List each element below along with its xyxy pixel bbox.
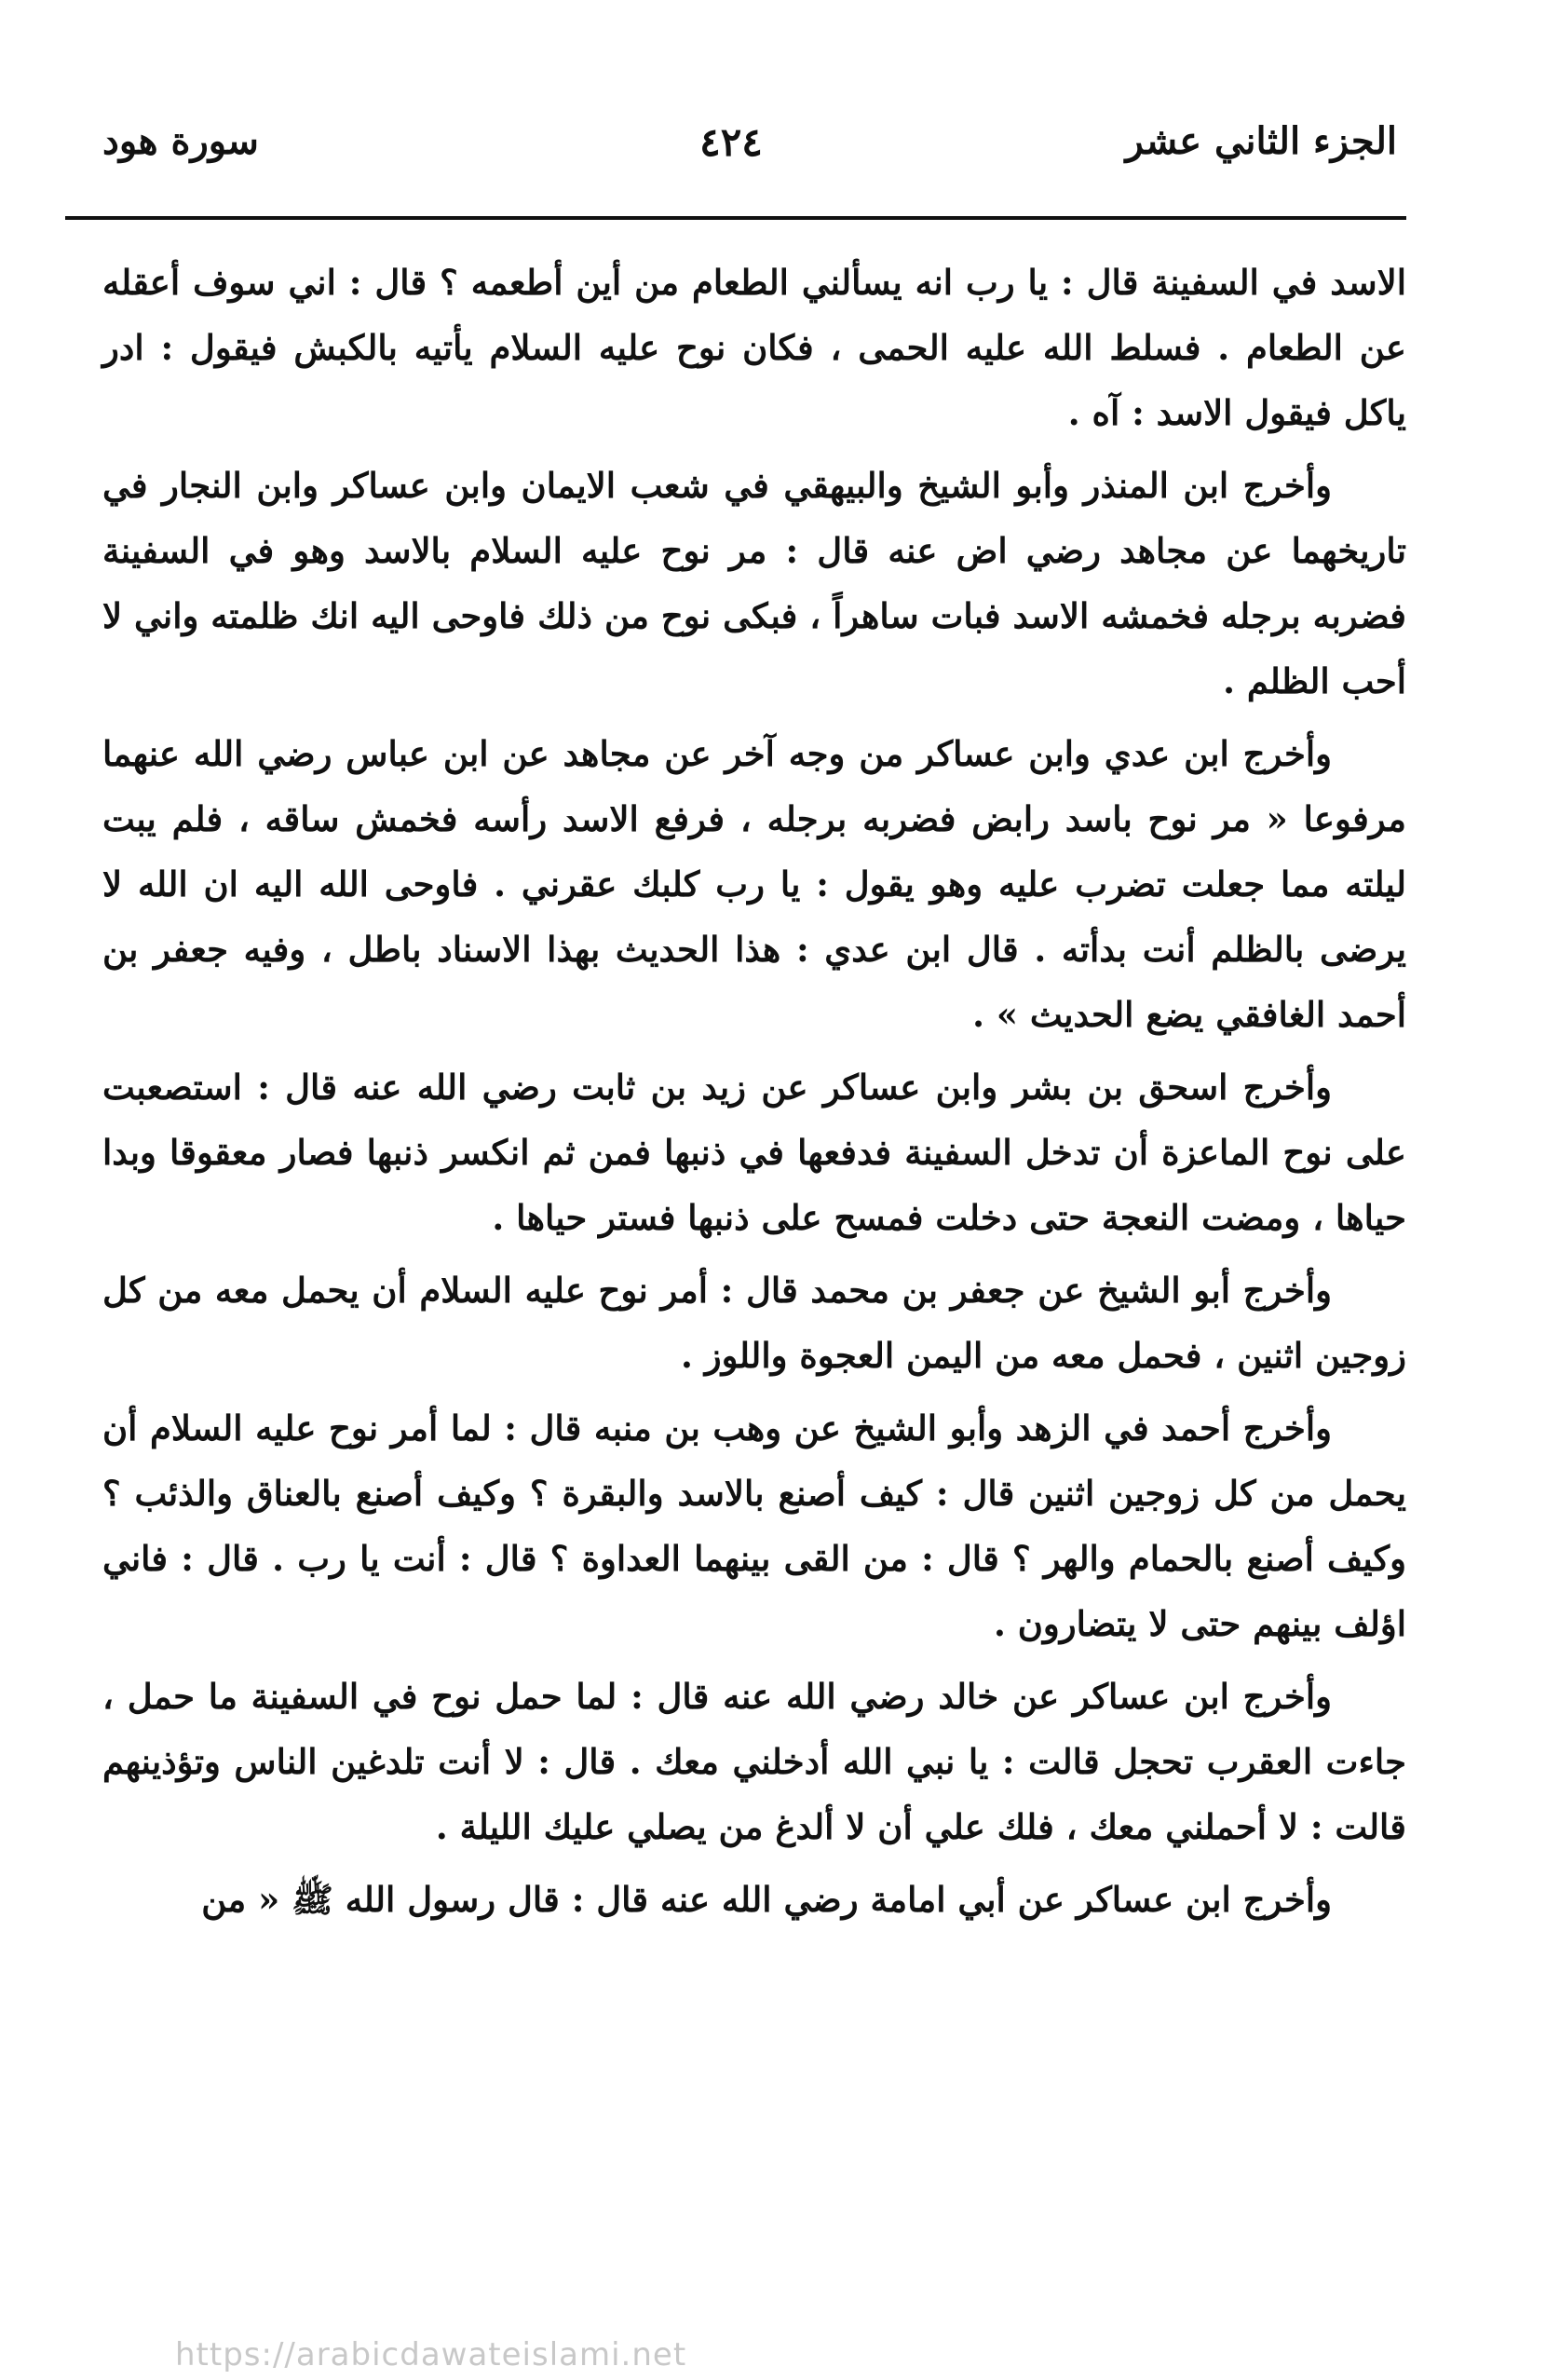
surah-title: سورة هود <box>102 119 259 163</box>
paragraph: الاسد في السفينة قال : يا رب انه يسألني الطعام من أين أطعمه ؟ قال : اني سوف أعقله عن الطعام . فسلط الله عليه الحمى ، فكان نوح عليه السلام يأتيه بالكبش فيقول : ادر ياكل فيقول الاسد : آه . <box>102 262 1406 433</box>
paragraph: وأخرج ابن عساكر عن خالد رضي الله عنه قال : لما حمل نوح في السفينة ما حمل ، جاءت العقرب تحجل قالت : يا نبي الله أدخلني معك . قال : لا أنت تلدغين الناس وتؤذينهم قالت : لا أحملني معك ، فلك علي أن لا ألدغ من يصلي عليك الليلة . <box>102 1676 1406 1847</box>
page-body <box>102 250 1406 1939</box>
paragraph: وأخرج ابن المنذر وأبو الشيخ والبيهقي في شعب الايمان وابن عساكر وابن النجار في تاريخهما عن مجاهد رضي اض عنه قال : مر نوح عليه السلام بالاسد وهو في السفينة فضربه برجله فخمشه الاسد فبات ساهراً ، فبكى نوح من ذلك فاوحى اليه انك ظلمته واني لا أحب الظلم . <box>102 465 1406 701</box>
paragraph: وأخرج اسحق بن بشر وابن عساكر عن زيد بن ثابت رضي الله عنه قال : استصعبت على نوح الماعزة أن تدخل السفينة فدفعها في ذنبها فمن ثم انكسر ذنبها فصار معقوقا وبدا حياها ، ومضت النعجة حتى دخلت فمسح على ذنبها فستر حياها . <box>102 1067 1406 1238</box>
page-number: ٤٢٤ <box>699 119 763 165</box>
page-header <box>65 119 1397 194</box>
part-title: الجزء الثاني عشر <box>1125 119 1397 163</box>
watermark-url: https://arabicdawateislami.net <box>175 2336 687 2373</box>
paragraph: وأخرج ابن عساكر عن أبي امامة رضي الله عنه قال : قال رسول الله ﷺ « من <box>201 1879 1332 1920</box>
header-rule <box>65 216 1406 220</box>
paragraph: وأخرج أحمد في الزهد وأبو الشيخ عن وهب بن منبه قال : لما أمر نوح عليه السلام أن يحمل من كل زوجين اثنين قال : كيف أصنع بالاسد والبقرة ؟ وكيف أصنع بالعناق والذئب ؟ وكيف أصنع بالحمام والهر ؟ قال : من القى بينهما العداوة ؟ قال : أنت يا رب . قال : فاني اؤلف بينهم حتى لا يتضارون . <box>102 1408 1406 1644</box>
paragraph: وأخرج ابن عدي وابن عساكر من وجه آخر عن مجاهد عن ابن عباس رضي الله عنهما مرفوعا « مر نوح باسد رابض فضربه برجله ، فرفع الاسد رأسه فخمش ساقه ، فلم يبت ليلته مما جعلت تضرب عليه وهو يقول : يا رب كلبك عقرني . فاوحى الله اليه ان الله لا يرضى بالظلم أنت بدأته . قال ابن عدي : هذا الحديث بهذا الاسناد باطل ، وفيه جعفر بن أحمد الغافقي يضع الحديث » . <box>102 733 1406 1035</box>
paragraph: وأخرج أبو الشيخ عن جعفر بن محمد قال : أمر نوح عليه السلام أن يحمل معه من كل زوجين اثنين ، فحمل معه من اليمن العجوة واللوز . <box>102 1270 1406 1376</box>
